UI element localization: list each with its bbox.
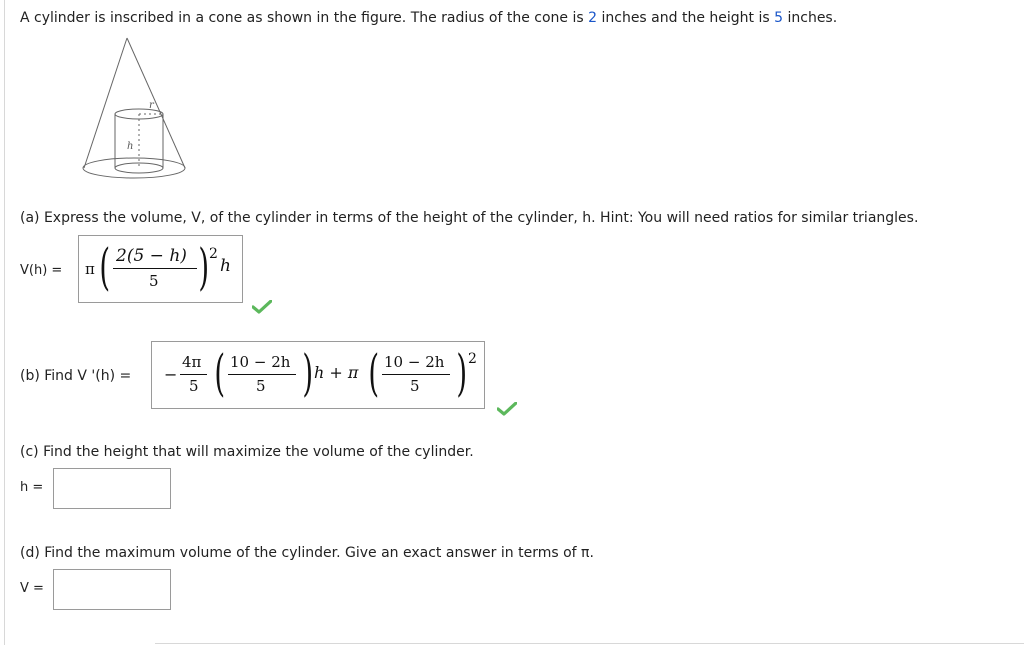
cone-radius-value: 2 xyxy=(588,10,598,26)
figure-label-r: r xyxy=(149,100,154,111)
part-b-right-paren-1: ) xyxy=(302,344,314,402)
cone-base-ellipse xyxy=(83,158,185,178)
part-b-den2: 5 xyxy=(256,377,266,395)
part-a-right-paren: ) xyxy=(198,238,210,296)
part-d-question: (d) Find the maximum volume of the cylinder. Give an exact answer in terms of π. xyxy=(20,545,594,561)
part-d-label: V = xyxy=(20,581,44,596)
part-b-correct-check-icon xyxy=(497,402,517,416)
part-b-exponent: 2 xyxy=(468,351,477,367)
part-b-num1: 4π xyxy=(182,353,202,371)
part-a-denominator: 5 xyxy=(149,272,159,290)
part-b-neg: − xyxy=(164,365,178,384)
part-b-den1: 5 xyxy=(189,377,199,395)
cone-height-value: 5 xyxy=(774,10,784,26)
part-a-question: (a) Express the volume, V, of the cylinder in terms of the height of the cylinder, h. Hint: You will need ratios for similar triangles. xyxy=(20,210,919,226)
part-a-numerator: 2(5 − h) xyxy=(116,246,187,266)
part-a-answer-box[interactable] xyxy=(78,235,243,303)
part-a-pi: π xyxy=(85,260,95,278)
cone-right-edge xyxy=(127,38,185,168)
cone-cylinder-figure xyxy=(82,36,192,184)
problem-text-1: A cylinder is inscribed in a cone as shown in the figure. The radius of the cone is xyxy=(20,10,589,26)
part-a-correct-check-icon xyxy=(252,300,272,314)
part-a-trailing-h: h xyxy=(220,256,231,276)
figure-label-h: h xyxy=(127,141,134,152)
part-a-label: V(h) = xyxy=(20,263,63,278)
problem-statement xyxy=(20,8,837,28)
part-b-question: (b) Find V '(h) = xyxy=(20,368,132,384)
part-b-fraction-bar-2 xyxy=(228,374,296,375)
part-d-volume-input[interactable] xyxy=(53,569,171,610)
part-c-question: (c) Find the height that will maximize the volume of the cylinder. xyxy=(20,444,474,460)
part-b-mid: h + π xyxy=(314,363,359,382)
left-divider xyxy=(4,0,5,645)
part-b-fraction-bar-1 xyxy=(180,374,207,375)
part-a-exponent: 2 xyxy=(209,246,218,262)
part-b-answer-box[interactable] xyxy=(151,341,485,409)
part-b-num3: 10 − 2h xyxy=(384,353,445,371)
part-b-den3: 5 xyxy=(410,377,420,395)
part-b-left-paren-1: ( xyxy=(214,344,226,402)
part-b-fraction-bar-3 xyxy=(382,374,450,375)
part-b-left-paren-2: ( xyxy=(368,344,380,402)
problem-text-3: inches. xyxy=(783,10,838,26)
cone-left-edge xyxy=(84,38,127,168)
part-a-left-paren: ( xyxy=(99,238,111,296)
bottom-divider xyxy=(155,643,1024,644)
part-a-fraction-bar xyxy=(113,268,197,269)
part-b-num2: 10 − 2h xyxy=(230,353,291,371)
part-c-height-input[interactable] xyxy=(53,468,171,509)
part-c-label: h = xyxy=(20,480,44,495)
problem-text-2: inches and the height is xyxy=(597,10,775,26)
part-b-right-paren-2: ) xyxy=(456,344,468,402)
